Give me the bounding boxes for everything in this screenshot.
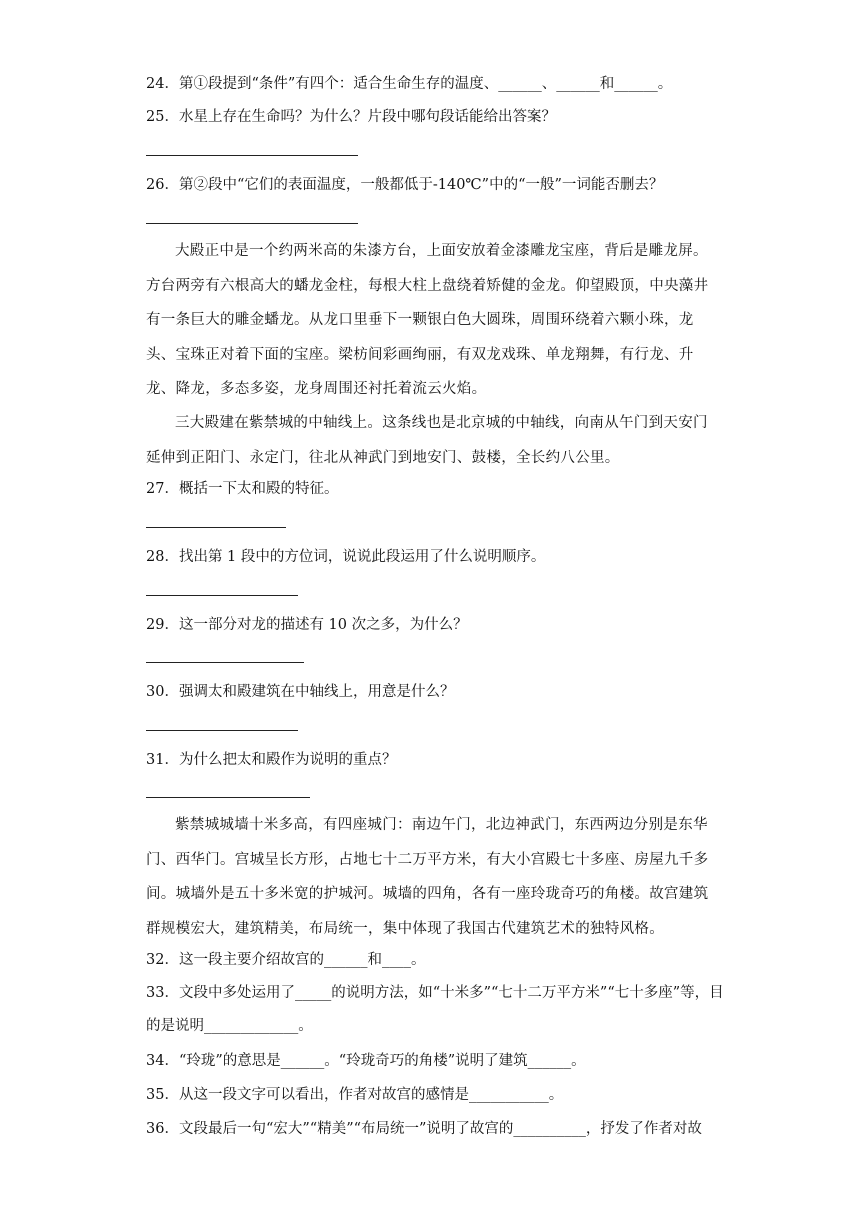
question-27: 27．概括一下太和殿的特征。	[146, 481, 339, 497]
answer-line-28[interactable]	[146, 595, 298, 596]
answer-line-26[interactable]	[146, 223, 358, 224]
question-33: 33．文段中多处运用了_____的说明方法，如“十米多”“七十二万平方米”“七十多座”等，目的是说明_____________。	[146, 985, 724, 1034]
answer-line-29[interactable]	[146, 662, 304, 663]
question-31: 31．为什么把太和殿作为说明的重点？	[146, 752, 397, 768]
question-29: 29．这一部分对龙的描述有 10 次之多，为什么？	[146, 617, 468, 633]
question-32: 32．这一段主要介绍故宫的______和____。	[146, 952, 426, 968]
question-26: 26．第②段中“它们的表面温度，一般都低于-140℃”中的“一般”一词能否删去？	[146, 177, 664, 193]
question-35: 35．从这一段文字可以看出，作者对故宫的感情是___________。	[146, 1087, 564, 1103]
answer-line-25[interactable]	[146, 155, 358, 156]
question-30: 30．强调太和殿建筑在中轴线上，用意是什么？	[146, 684, 455, 700]
answer-line-27[interactable]	[146, 527, 286, 528]
question-25: 25．水星上存在生命吗？为什么？片段中哪句段话能给出答案？	[146, 109, 556, 125]
answer-line-30[interactable]	[146, 730, 298, 731]
answer-line-31[interactable]	[146, 797, 310, 798]
question-34: 34．“玲珑”的意思是______。“玲珑奇巧的角楼”说明了建筑______。	[146, 1053, 586, 1069]
question-36: 36．文段最后一句“宏大”“精美”“布局统一”说明了故宫的__________，抒发了作者对故	[146, 1121, 702, 1137]
question-28: 28．找出第 1 段中的方位词，说说此段运用了什么说明顺序。	[146, 549, 546, 565]
passage-forbidden-city: 紫禁城城墙十米多高，有四座城门：南边午门，北边神武门，东西两边分别是东华门、西华门。宫城呈长方形，占地七十二万平方米，有大小宫殿七十多座、房屋九千多间。城墙外是五十多米宽的护城河。城墙的四角，各有一座玲珑奇巧的角楼。故宫建筑群规模宏大，建筑精美，布局统一，集中体现了我国古代建筑艺术的独特风格。	[146, 817, 709, 937]
passage-central-axis: 三大殿建在紫禁城的中轴线上。这条线也是北京城的中轴线，向南从午门到天安门延伸到正阳门、永定门，往北从神武门到地安门、鼓楼，全长约八公里。	[146, 415, 708, 466]
passage-taihe-hall: 大殿正中是一个约两米高的朱漆方台，上面安放着金漆雕龙宝座，背后是雕龙屏。方台两旁有六根高大的蟠龙金柱，每根大柱上盘绕着矫健的金龙。仰望殿顶，中央藻井有一条巨大的雕金蟠龙。从龙口里垂下一颗银白色大圆珠，周围环绕着六颗小珠，龙头、宝珠正对着下面的宝座。梁枋间彩画绚丽，有双龙戏珠、单龙翔舞，有行龙、升龙、降龙，多态多姿，龙身周围还衬托着流云火焰。	[146, 243, 709, 397]
question-24: 24．第①段提到“条件”有四个：适合生命生存的温度、______、______和______。	[146, 76, 673, 92]
